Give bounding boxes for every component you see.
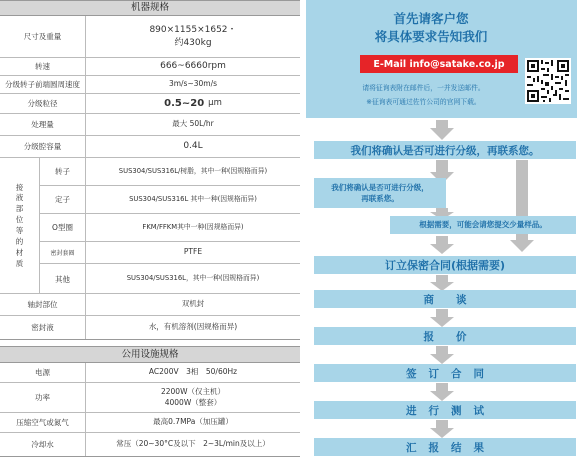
wetted-label-char: 材 xyxy=(15,247,24,257)
contact-note-1: 请将征询表附在邮件后，一并发送邮件。 xyxy=(362,84,485,92)
wetted-label-char: 液 xyxy=(15,193,24,203)
down-arrow-icon xyxy=(430,120,454,140)
seal-ring-value: PTFE xyxy=(183,247,203,257)
wattage-total: 4000W（整套） xyxy=(164,397,222,407)
cooling-label: 冷却水 xyxy=(0,433,86,456)
size-value xyxy=(86,16,300,57)
wetted-label-char: 接 xyxy=(15,182,24,192)
wetted-row-stator xyxy=(40,186,300,214)
process-flow xyxy=(306,0,577,460)
spec-row-particle xyxy=(0,94,300,114)
size-label: 尺寸及重量 xyxy=(0,16,86,57)
wetted-label-char: 位 xyxy=(15,215,24,225)
qr-code-icon[interactable] xyxy=(525,58,571,104)
rotor-value: SUS304/SUS316L/树脂，其中一种(因规格而异) xyxy=(118,166,268,175)
wetted-label-char: 等 xyxy=(15,226,24,235)
step-report-results: 汇报结果 xyxy=(314,438,576,456)
oring-value: FKM/FFKM其中一种(因规格而异) xyxy=(142,222,244,231)
capacity-label: 处理量 xyxy=(0,114,86,135)
step-negotiate: 商谈 xyxy=(314,290,576,308)
contact-panel xyxy=(306,0,577,118)
utilities-table-title: 公用设施规格 xyxy=(0,346,300,363)
particle-value xyxy=(86,94,300,113)
contact-title-line2: 将具体要求告知我们 xyxy=(374,29,488,44)
step-run-test: 进行测试 xyxy=(314,401,576,419)
air-label: 压缩空气或氮气 xyxy=(0,413,86,432)
util-row-air xyxy=(0,413,300,433)
spec-row-shaft-seal xyxy=(0,294,300,316)
spec-row-seal-liquid xyxy=(0,316,300,340)
wetted-row-seal-ring xyxy=(40,242,300,264)
size-weight: 约430kg xyxy=(174,37,212,48)
wattage-main: 2200W（仅主机） xyxy=(160,387,225,397)
stator-label: 定子 xyxy=(40,186,86,213)
email-link[interactable]: E-Mail info@satake.co.jp xyxy=(360,55,518,73)
down-arrow-icon xyxy=(430,275,454,291)
chamber-value: 0.4L xyxy=(183,141,203,152)
power-label: 电源 xyxy=(0,363,86,382)
step-nda-contract: 订立保密合同(根据需要) xyxy=(314,256,576,274)
wetted-materials-label xyxy=(0,158,40,294)
size-dimensions: 890×1155×1652・ xyxy=(149,25,237,36)
wattage-label: 功率 xyxy=(0,383,86,412)
wetted-label-char: 部 xyxy=(15,204,24,214)
down-arrow-icon xyxy=(430,383,454,401)
tip-speed-value: 3m/s~30m/s xyxy=(168,79,218,89)
power-value: AC200V 3相 50/60Hz xyxy=(148,367,238,377)
down-arrow-icon xyxy=(430,420,454,438)
oring-label: O型圈 xyxy=(40,214,86,241)
shaft-seal-value: 双机封 xyxy=(181,299,205,309)
capacity-value: 最大 50L/hr xyxy=(172,119,214,129)
speed-label: 转速 xyxy=(0,58,86,75)
util-row-cooling xyxy=(0,433,300,457)
wetted-label-char: 的 xyxy=(15,236,24,246)
particle-label: 分级粒径 xyxy=(0,94,86,113)
wetted-row-rotor xyxy=(40,158,300,186)
step-sample-request: 根据需要，可能会请您提交少量样品。 xyxy=(390,216,576,234)
step-confirm-small xyxy=(314,178,446,208)
step-confirm-small-line1: 我们将确认是否可进行分级， xyxy=(331,182,429,192)
wattage-value xyxy=(86,383,300,412)
particle-unit: μm xyxy=(208,97,222,108)
wetted-row-other xyxy=(40,264,300,294)
spec-row-size xyxy=(0,16,300,58)
util-row-power xyxy=(0,363,300,383)
seal-liquid-value: 水，有机溶剂(因规格而异) xyxy=(148,322,238,332)
contact-title-line1: 首先请客户您 xyxy=(393,11,469,26)
seal-ring-label: 密封套圈 xyxy=(40,242,86,263)
spec-row-capacity xyxy=(0,114,300,136)
seal-liquid-label: 密封液 xyxy=(0,316,86,339)
down-arrow-icon xyxy=(430,346,454,364)
spec-row-chamber xyxy=(0,136,300,158)
contact-note-2: ※征询表可通过佐竹公司的官网下载。 xyxy=(366,98,481,106)
step-quote: 报价 xyxy=(314,327,576,345)
down-arrow-icon xyxy=(430,309,454,327)
spec-row-tip-speed xyxy=(0,76,300,94)
wetted-materials-group xyxy=(0,158,300,294)
down-arrow-icon xyxy=(510,160,534,252)
cooling-value: 常压（20~30°C及以下 2~3L/min及以上） xyxy=(116,439,270,449)
util-row-wattage xyxy=(0,383,300,413)
other-label: 其他 xyxy=(40,264,86,294)
particle-number: 0.5~20 xyxy=(164,97,205,109)
shaft-seal-label: 轴封部位 xyxy=(0,294,86,315)
rotor-label: 转子 xyxy=(40,158,86,185)
step-confirm-small-line2: 再联系您。 xyxy=(361,194,399,203)
air-value: 最高0.7MPa（加压罐） xyxy=(153,417,233,427)
tip-speed-label: 分级转子前端圆周速度 xyxy=(0,76,86,93)
wetted-row-oring xyxy=(40,214,300,242)
other-value: SUS304/SUS316L，其中一种(因规格而异) xyxy=(126,274,260,283)
spec-row-speed xyxy=(0,58,300,76)
step-confirm-classification: 我们将确认是否可进行分级，再联系您。 xyxy=(314,141,576,159)
speed-value: 666~6660rpm xyxy=(160,61,226,72)
down-arrow-icon xyxy=(430,236,454,254)
spec-table-title: 机器规格 xyxy=(0,0,300,16)
step-sign-contract: 签订合同 xyxy=(314,364,576,382)
wetted-label-char: 质 xyxy=(15,258,24,268)
chamber-label: 分级腔容量 xyxy=(0,136,86,157)
stator-value: SUS304/SUS316L 其中一种(因规格而异) xyxy=(129,194,257,203)
